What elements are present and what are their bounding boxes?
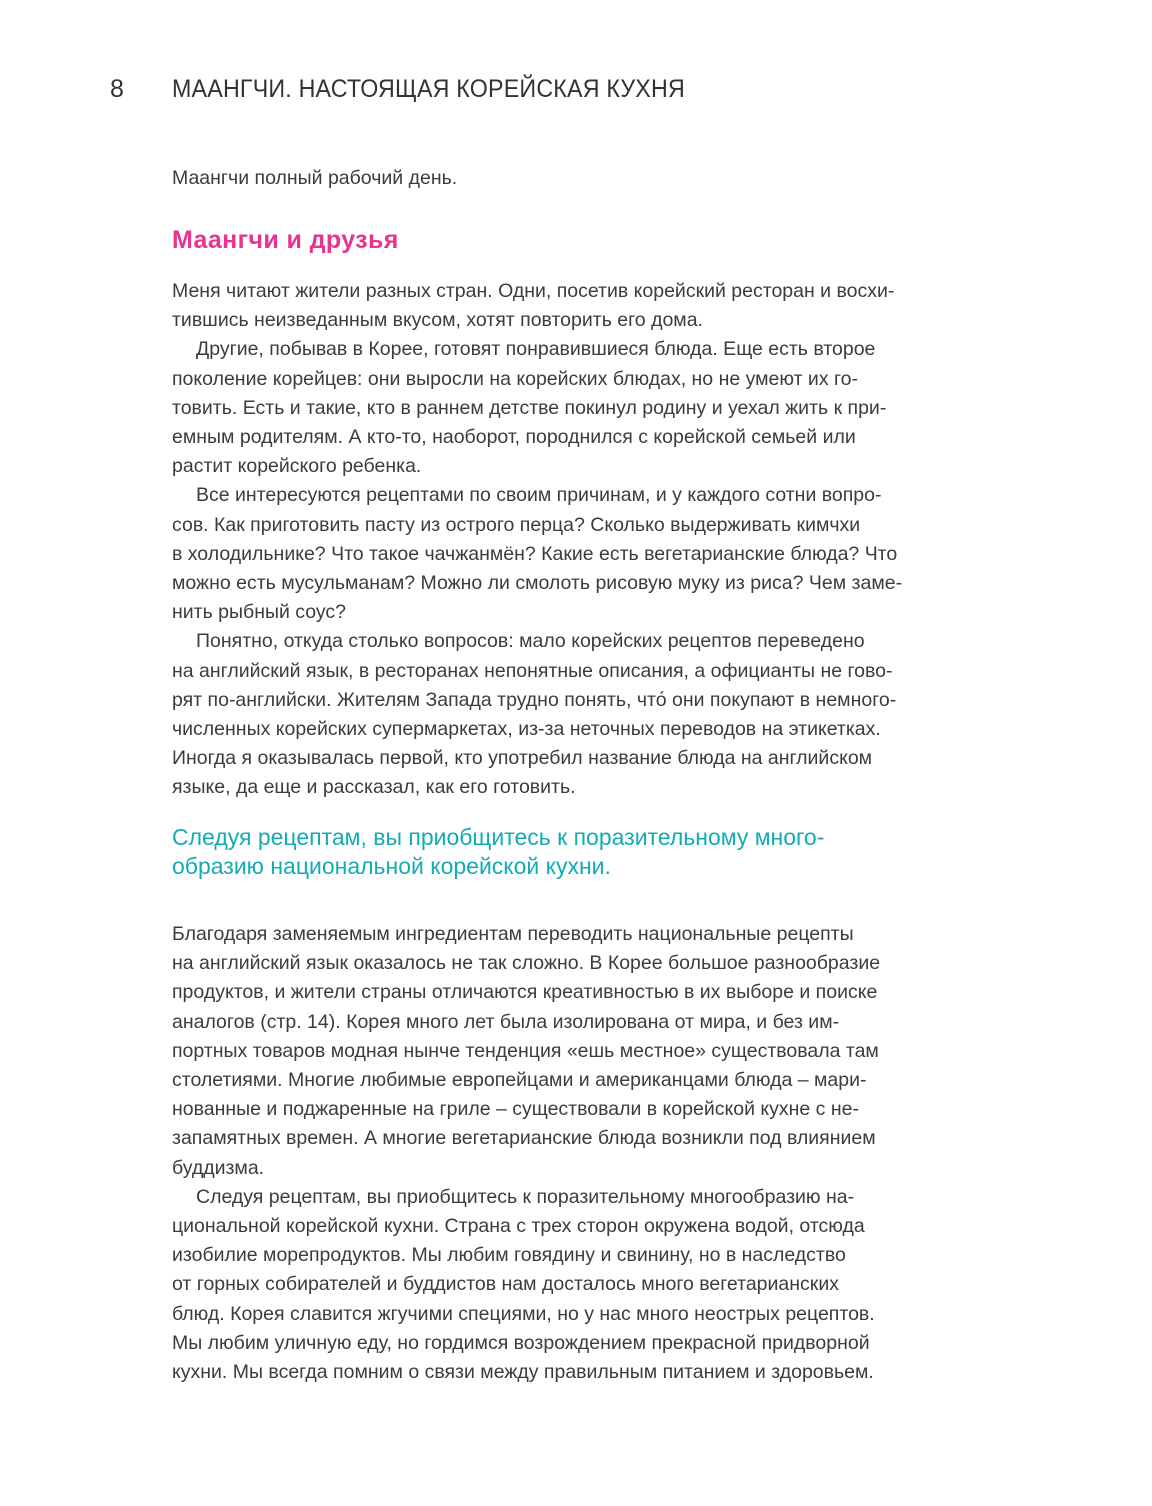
running-header [110, 72, 724, 106]
text-line: запамятных времен. А многие вегетарианские блюда возникли под влиянием [172, 1127, 876, 1150]
paragraph-1 [172, 277, 980, 335]
text-line: сов. Как приготовить пасту из острого перца? Сколько выдерживать кимчхи [172, 513, 861, 536]
text-line: блюд. Корея славится жгучими специями, но у нас много неострых рецептов. [172, 1302, 875, 1325]
text-line: Следуя рецептам, вы приобщитесь к поразительному многообразию на- [196, 1185, 855, 1208]
text-line: портных товаров модная нынче тенденция «ешь местное» существовала там [172, 1039, 879, 1062]
pull-quote [172, 823, 824, 880]
text-line: столетиями. Многие любимые европейцами и американцами блюда – мари- [172, 1069, 867, 1092]
text-line: Другие, побывав в Корее, готовят понравившиеся блюда. Еще есть второе [196, 338, 876, 361]
text-line: Меня читают жители разных стран. Одни, посетив корейский ресторан и восхи- [172, 280, 895, 302]
section-body [172, 277, 980, 803]
pull-quote-line: образию национальной корейской кухни. [172, 852, 611, 879]
text-line: нованные и поджаренные на гриле – существовали в корейской кухне с не- [172, 1098, 859, 1121]
text-line: изобилие морепродуктов. Мы любим говядину и свинину, но в наследство [172, 1244, 846, 1267]
page-number: 8 [110, 74, 125, 103]
text-line: товить. Есть и такие, кто в раннем детстве покинул родину и уехал жить к при- [172, 396, 887, 419]
text-line: на английский язык, в ресторанах непонятные описания, а официанты не гово- [172, 659, 893, 682]
pull-quote-line: Следуя рецептам, вы приобщитесь к поразительному много- [172, 824, 825, 850]
text-line: Иногда я оказывалась первой, кто употребил название блюда на английском [172, 747, 873, 770]
text-line: языке, да еще и рассказал, как его готовить. [172, 776, 576, 799]
text-line: в холодильнике? Что такое чачжанмён? Какие есть вегетарианские блюда? Что [172, 542, 898, 565]
text-line: Все интересуются рецептами по своим причинам, и у каждого сотни вопро- [196, 484, 882, 507]
text-line: Мы любим уличную еду, но гордимся возрождением прекрасной придворной [172, 1331, 870, 1354]
text-line: можно есть мусульманам? Можно ли смолоть рисовую муку из риса? Чем заме- [172, 572, 903, 595]
text-line: кухни. Мы всегда помним о связи между правильным питанием и здоровьем. [172, 1361, 874, 1384]
text-line: от горных собирателей и буддистов нам досталось много вегетарианских [172, 1273, 839, 1296]
paragraph-2 [172, 335, 980, 481]
text-line: Благодаря заменяемым ингредиентам переводить национальные рецепты [172, 923, 854, 945]
intro-paragraph [172, 164, 457, 193]
text-line: поколение корейцев: они выросли на корейских блюдах, но не умеют их го- [172, 367, 859, 390]
text-line: нить рыбный соус? [172, 601, 347, 624]
text-line: продуктов, и жители страны отличаются креативностью в их выборе и поиске [172, 981, 878, 1004]
paragraph-5 [172, 920, 980, 1183]
section-heading: Маангчи и друзья [172, 226, 399, 254]
paragraph-4 [172, 627, 980, 802]
closing-body [172, 920, 980, 1387]
text-line: Понятно, откуда столько вопросов: мало корейских рецептов переведено [196, 630, 865, 653]
text-line: емным родителям. А кто-то, наоборот, породнился с корейской семьей или [172, 426, 856, 449]
running-title: МААНГЧИ. НАСТОЯЩАЯ КОРЕЙСКАЯ КУХНЯ [172, 74, 685, 103]
text-line: растит корейского ребенка. [172, 455, 422, 478]
text-line: на английский язык оказалось не так сложно. В Корее большое разнообразие [172, 952, 881, 975]
paragraph-6 [172, 1183, 980, 1387]
text-line: циональной корейской кухни. Страна с трех сторон окружена водой, отсюда [172, 1215, 865, 1238]
paragraph-3 [172, 481, 980, 627]
text-line: тившись неизведанным вкусом, хотят повторить его дома. [172, 309, 703, 332]
text-line: аналогов (стр. 14). Корея много лет была изолирована от мира, и без им- [172, 1010, 840, 1033]
text-line: численных корейских супермаркетах, из-за неточных переводов на этикетках. [172, 718, 881, 741]
text-line: Маангчи полный рабочий день. [172, 167, 458, 189]
text-line: рят по-английски. Жителям Запада трудно понять, что́ они покупают в немного- [172, 688, 897, 711]
text-line: буддизма. [172, 1156, 265, 1179]
